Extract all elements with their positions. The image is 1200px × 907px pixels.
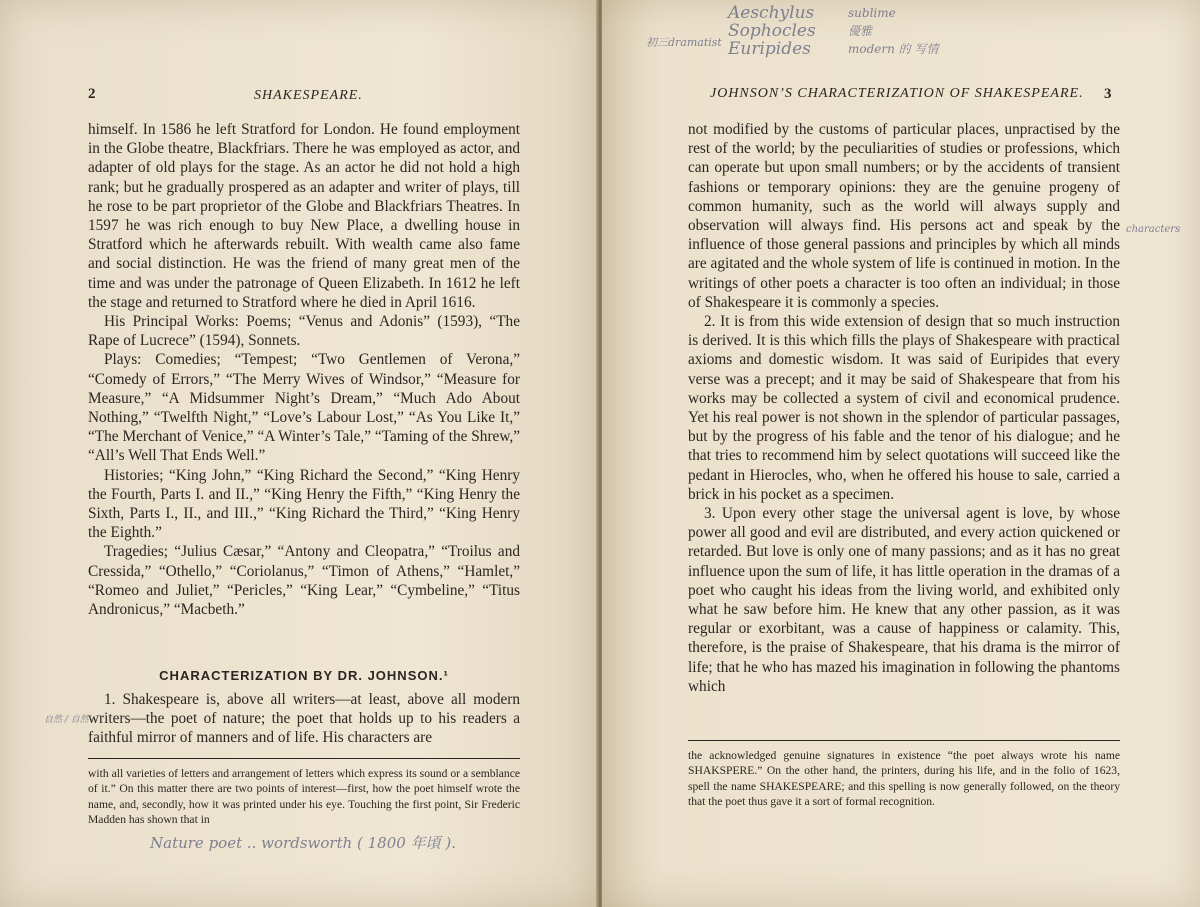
running-head: SHAKESPEARE. [254, 88, 363, 103]
handwritten-notes-right [848, 4, 938, 58]
page-number: 3 [1104, 86, 1112, 102]
paragraph: himself. In 1586 he left Stratford for London. He found employment in the Globe theatre, Blackfriars. There he was employed as actor, and adapter of old plays for the stage. As an actor he did not hold a high rank; but he gradually prospered as an adapter and writer of plays, till he rose to be part proprietor of the Globe and Blackfriars Theatres. In 1597 he was rich enough to buy New Place, a dwelling house in Stratford which he afterwards rebuilt. With wealth came also fame and social distinction. He was the friend of many great men of the time and was under the patronage of Queen Elizabeth. In 1612 he left the stage and returned to Stratford where he died in April 1616. [88, 121, 520, 311]
paragraph: not modified by the customs of particular places, unpractised by the rest of the world; by the peculiarities of studies or professions, which can operate but upon small numbers; or by the accidents of transient fashions or temporary opinions: they are the genuine progeny of common humanity, such as the world will always supply and observation will always find. His persons act and speak by the influence of those general passions and principles by which all minds are agitated and the whole system of life is continued in motion. In the writings of other poets a character is too often an individual; in those of Shakespeare it is commonly a species. [688, 121, 1120, 311]
handwritten-margin-note: characters [1126, 224, 1181, 235]
footnote: with all varieties of letters and arrangement of letters which express its sound or a semblance of it.” On this matter there are two points of interest—first, how the poet himself wrote the name, and, secondly, how it was printed under his eye. Touching the first point, Sir Frederic Madden has shown that in [88, 767, 520, 827]
handwritten-note: 優雅 [848, 24, 873, 38]
paragraph: His Principal Works: Poems; “Venus and Adonis” (1593), “The Rape of Lucrece” (1594), Sonnets. [88, 313, 520, 350]
left-body-text [88, 120, 520, 619]
right-body-text [688, 120, 1120, 696]
paragraph: 2. It is from this wide extension of design that so much instruction is derived. It is this which fills the plays of Shakespeare with practical axioms and domestic wisdom. It was said of Euripides that every verse was a precept; and it may be said of Shakespeare that from his works may be collected a system of civil and economical prudence. Yet his real power is not shown in the splendor of particular passages, but by the progress of his fable and the tenor of his dialogue; and he that tries to recommend him by select quotations will succeed like the pedant in Hierocles, who, when he offered his house to sale, carried a brick in his pocket as a specimen. [688, 313, 1120, 503]
footnote-divider [88, 758, 520, 759]
handwritten-note: modern 的 写情 [848, 42, 939, 56]
section-title: CHARACTERIZATION BY DR. JOHNSON.¹ [159, 668, 449, 683]
paragraph: Histories; “King John,” “King Richard the Second,” “King Henry the Fourth, Parts I. and II.,” “King Henry the Fifth,” “King Henry the Sixth, Parts I., II., and III.,” “King Richard the Third,” “King Henry the Eighth.” [88, 466, 520, 542]
footnote: the acknowledged genuine signatures in existence “the poet always wrote his name SHAKSPERE.” On the other hand, the printers, during his life, and in the folio of 1623, spell the name SHAKESPEARE; and this spelling is now generally followed, on the theory that the poet thus gave it a sort of formal recognition. [688, 749, 1120, 809]
left-page [0, 0, 598, 907]
running-head: JOHNSON’S CHARACTERIZATION OF SHAKESPEARE. [710, 86, 1084, 101]
section-body [88, 690, 520, 748]
handwritten-margin-note: 自然 / 自然 [44, 715, 89, 725]
paragraph: Plays: Comedies; “Tempest; “Two Gentlemen of Verona,” “Comedy of Errors,” “The Merry Wives of Windsor,” “Measure for Measure,” “A Midsummer Night’s Dream,” “Much Ado About Nothing,” “Twelfth Night,” “Love’s Labour Lost,” “As You Like It,” “The Merchant of Venice,” “A Winter’s Tale,” “Taming of the Shrew,” “All’s Well That Ends Well.” [88, 351, 520, 465]
handwritten-note: Euripides [728, 39, 811, 59]
paragraph: 1. Shakespeare is, above all writers—at least, above all modern writers—the poet of nature; the poet that holds up to his readers a faithful mirror of manners and of life. His characters are [88, 691, 520, 747]
page-number: 2 [88, 86, 96, 102]
handwritten-note: sublime [848, 6, 896, 20]
paragraph: 3. Upon every other stage the universal agent is love, by whose power all good and evil are distributed, and every action quickened or retarded. But love is only one of many passions; and as it has no great influence upon the sum of life, it has little operation in the dramas of a poet who caught his ideas from the living world, and exhibited only what he saw before him. He knew that any other passion, as it was regular or exorbitant, was a cause of happiness or calamity. This, therefore, is the praise of Shakespeare, that his drama is the mirror of life; that he who has mazed his imagination in following the phantoms which [688, 505, 1120, 695]
right-page [602, 0, 1200, 907]
footnote-divider [688, 740, 1120, 741]
handwritten-note: Aeschylus [728, 3, 815, 23]
handwritten-note: Nature poet .. wordsworth ( 1800 年頃 ). [150, 834, 456, 852]
handwritten-note: Sophocles [728, 21, 816, 41]
handwritten-names [728, 4, 816, 58]
handwritten-note: 初三dramatist [646, 36, 722, 49]
paragraph: Tragedies; “Julius Cæsar,” “Antony and Cleopatra,” “Troilus and Cressida,” “Othello,” “Coriolanus,” “Timon of Athens,” “Hamlet,” “Romeo and Juliet,” “Pericles,” “King Lear,” “Cymbeline,” “Titus Andronicus,” “Macbeth.” [88, 543, 520, 619]
